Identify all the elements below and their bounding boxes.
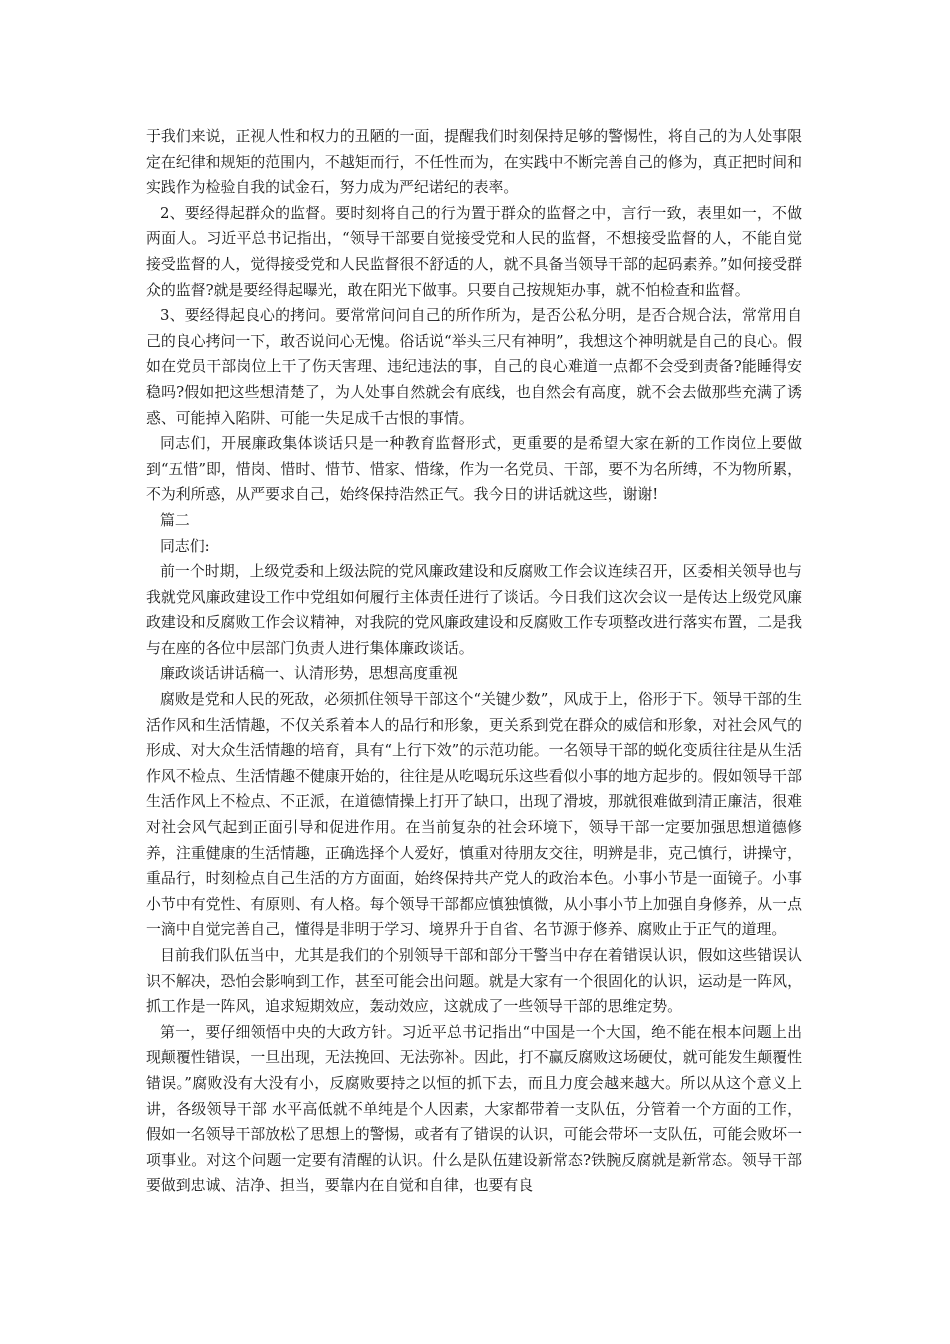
paragraph-7: 目前我们队伍当中，尤其是我们的个别领导干部和部分干警当中存在着错误认识，假如这些错误认识不解决，恐怕会影响到工作，甚至可能会出问题。就是大家有一个很固化的认识，运动是一阵风，抓工作是一阵风，追求短期效应，轰动效应，这就成了一些领导干部的思维定势。	[146, 946, 802, 1016]
paragraph-3: 3、要经得起良心的拷问。要常常问问自己的所作所为，是否公私分明，是否合规合法，常常用自己的良心拷问一下，敢否说问心无愧。俗话说“举头三尺有神明”，我想这个神明就是自己的良心。假如在党员干部岗位上干了伤天害理、违纪违法的事，自己的良心难道一点都不会受到责备?能睡得安稳吗?假如把这些想清楚了，为人处事自然就会有底线，也自然会有高度，就不会去做那些充满了诱惑、可能掉入陷阱、可能一失足成千古恨的事情。	[146, 306, 802, 427]
paragraph-1: 于我们来说，正视人性和权力的丑陋的一面，提醒我们时刻保持足够的警惕性，将自己的为人处事限定在纪律和规矩的范围内，不越矩而行，不任性而为，在实践中不断完善自己的修为，真正把时间和实践作为检验自我的试金石，努力成为严纪诺纪的表率。	[146, 127, 802, 197]
document-body	[146, 124, 802, 1199]
paragraph-2: 2、要经得起群众的监督。要时刻将自己的行为置于群众的监督之中，言行一致，表里如一，不做两面人。习近平总书记指出，“领导干部要自觉接受党和人民的监督，不想接受监督的人，不能自觉接受监督的人，觉得接受党和人民监督很不舒适的人，就不具备当领导干部的起码素养。”如何接受群众的监督?就是要经得起曝光，敢在阳光下做事。只要自己按规矩办事，就不怕检查和监督。	[146, 203, 802, 299]
paragraph-8: 第一，要仔细领悟中央的大政方针。习近平总书记指出“中国是一个大国，绝不能在根本问题上出现颠覆性错误，一旦出现，无法挽回、无法弥补。因此，打不赢反腐败这场硬仗，就可能发生颠覆性错误。”腐败没有大没有小，反腐败要持之以恒的抓下去，而且力度会越来越大。所以从这个意义上讲，各级领导干部 水平高低就不单纯是个人因素，大家都带着一支队伍，分管着一个方面的工作，假如一名领导干部放松了思想上的警惕，或者有了错误的认识，可能会带坏一支队伍，可能会败坏一项事业。对这个问题一定要有清醒的认识。什么是队伍建设新常态?铁腕反腐就是新常态。领导干部要做到忠诚、洁净、担当，要靠内在自觉和自律，也要有良	[146, 1022, 802, 1195]
salutation: 同志们:	[160, 536, 210, 555]
subheading: 廉政谈话讲话稿一、认清形势，思想高度重视	[160, 664, 458, 683]
paragraph-4: 同志们，开展廉政集体谈话只是一种教育监督形式，更重要的是希望大家在新的工作岗位上要做到“五惜”即，惜岗、惜时、惜节、惜家、惜缘，作为一名党员、干部，要不为名所缚，不为物所累，不为利所惑，从严要求自己，始终保持浩然正气。我今日的讲话就这些，谢谢!	[146, 434, 802, 504]
paragraph-6: 腐败是党和人民的死敌，必须抓住领导干部这个“关键少数”，风成于上，俗形于下。领导干部的生活作风和生活情趣，不仅关系着本人的品行和形象，更关系到党在群众的威信和形象，对社会风气的形成、对大众生活情趣的培育，具有“上行下效”的示范功能。一名领导干部的蜕化变质往往是从生活作风不检点、生活情趣不健康开始的，往往是从吃喝玩乐这些看似小事的地方起步的。假如领导干部生活作风上不检点、不正派，在道德情操上打开了缺口，出现了滑坡，那就很难做到清正廉洁，很难对社会风气起到正面引导和促进作用。在当前复杂的社会环境下，领导干部一定要加强思想道德修养，注重健康的生活情趣，正确选择个人爱好，慎重对待朋友交往，明辨是非，克己慎行，讲操守，重品行，时刻检点自己生活的方方面面，始终保持共产党人的政治本色。小事小节是一面镜子。小事小节中有党性、有原则、有人格。每个领导干部都应慎独慎微，从小事小节上加强自身修养，从一点一滴中自觉完善自己，懂得是非明于学习、境界升于自省、名节源于修养、腐败止于正气的道理。	[146, 690, 802, 939]
section-heading: 篇二	[160, 510, 190, 529]
paragraph-5: 前一个时期，上级党委和上级法院的党风廉政建设和反腐败工作会议连续召开，区委相关领导也与我就党风廉政建设工作中党组如何履行主体责任进行了谈话。今日我们这次会议一是传达上级党风廉政建设和反腐败工作会议精神，对我院的党风廉政建设和反腐败工作专项整改进行落实布置，二是我与在座的各位中层部门负责人进行集体廉政谈话。	[146, 562, 802, 657]
